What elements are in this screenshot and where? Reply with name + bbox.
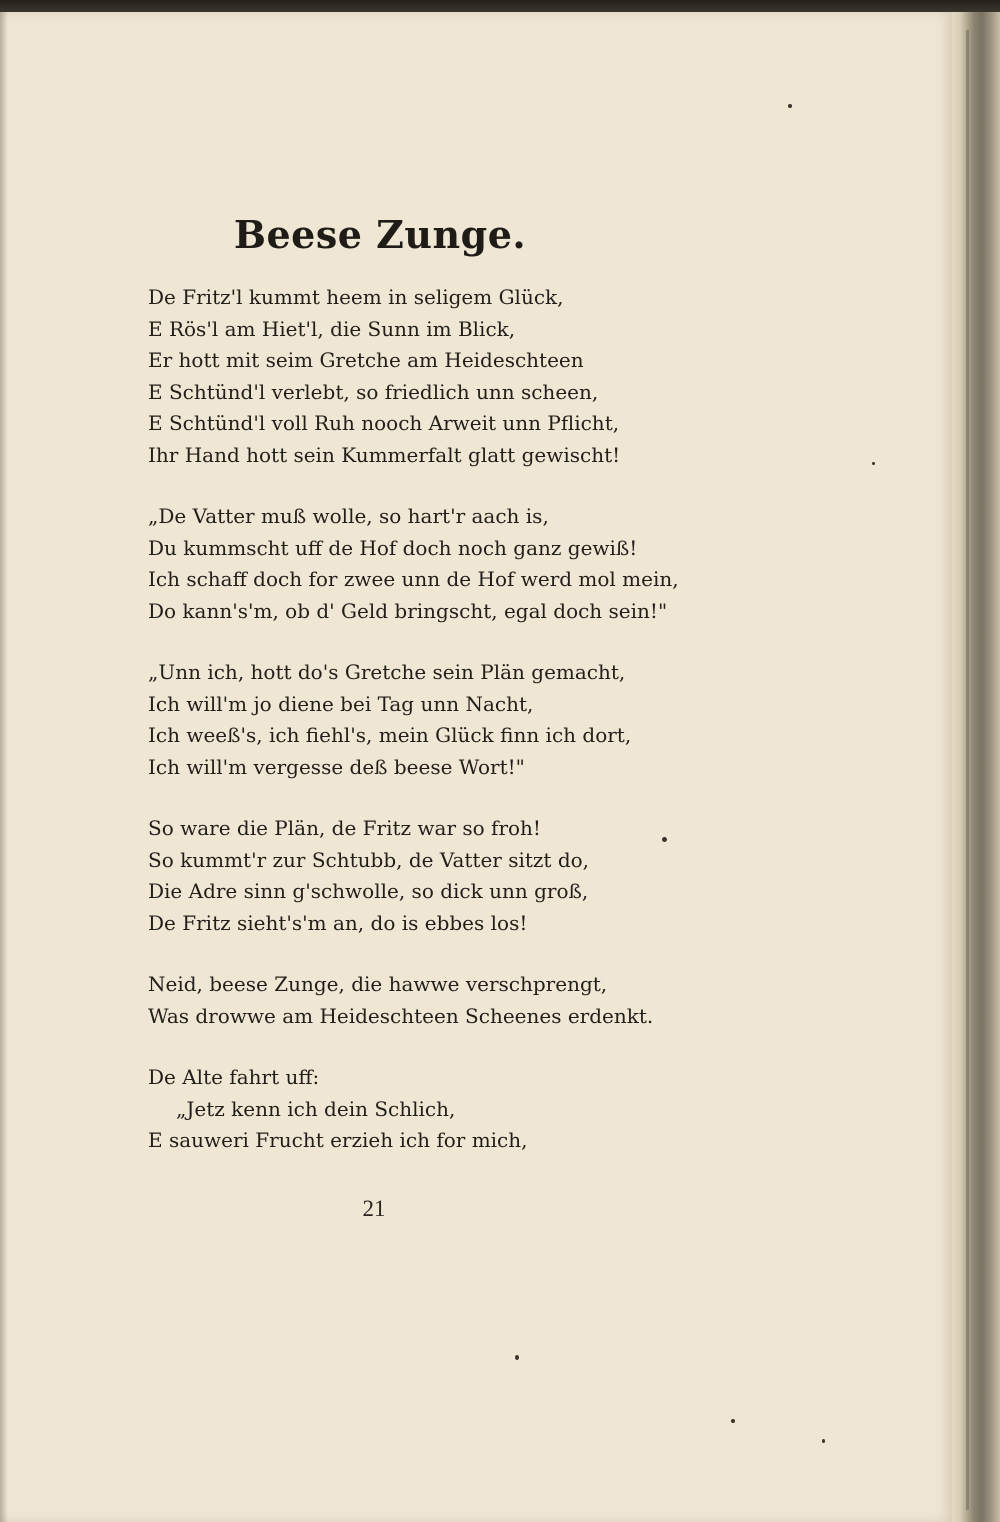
- poem-line: E Schtünd'l verlebt, so friedlich unn scheen,: [148, 379, 599, 404]
- stanza: [148, 282, 748, 471]
- poem-line: Ich will'm jo diene bei Tag unn Nacht,: [148, 691, 534, 716]
- poem-line: De Fritz'l kummt heem in seligem Glück,: [148, 285, 564, 309]
- paper-speck: [822, 1439, 825, 1443]
- poem-line: „Unn ich, hott do's Gretche sein Plän gemacht,: [148, 660, 626, 684]
- poem-title: Beese Zunge.: [233, 212, 527, 257]
- stanza: [148, 1062, 748, 1157]
- poem-line: So kummt'r zur Schtubb, de Vatter sitzt do,: [148, 847, 590, 872]
- poem-line: Ich schaff doch for zwee unn de Hof werd mol mein,: [148, 567, 679, 591]
- poem-line: Neid, beese Zunge, die hawwe verschprengt,: [148, 972, 608, 996]
- paper-speck: [788, 104, 792, 108]
- poem-line: Do kann's'm, ob d' Geld bringscht, egal doch sein!": [148, 598, 668, 623]
- poem-line: Ich weeß's, ich fiehl's, mein Glück finn ich dort,: [148, 723, 632, 747]
- poem-line: Ihr Hand hott sein Kummerfalt glatt gewischt!: [148, 442, 621, 467]
- poem-line: De Alte fahrt uff:: [148, 1065, 320, 1089]
- poem-line: „Jetz kenn ich dein Schlich,: [176, 1096, 456, 1121]
- page-number: 21: [362, 1196, 386, 1221]
- poem-line: E Schtünd'l voll Ruh nooch Arweit unn Pflicht,: [148, 411, 620, 435]
- poem-line: De Fritz sieht's'm an, do is ebbes los!: [148, 910, 528, 935]
- poem-line: Was drowwe am Heideschteen Scheenes erdenkt.: [148, 1003, 654, 1028]
- paper-speck: [515, 1355, 519, 1360]
- poem-line: So ware die Plän, de Fritz war so froh!: [148, 816, 541, 840]
- poem-line: Er hott mit seim Gretche am Heideschteen: [148, 348, 584, 372]
- stanza: [148, 813, 748, 939]
- stanza-gap: [148, 471, 748, 501]
- poem-line: E Rös'l am Hiet'l, die Sunn im Blick,: [148, 316, 516, 341]
- gutter-line: [966, 30, 969, 1510]
- poem-body: [148, 282, 748, 1157]
- poem-line: „De Vatter muß wolle, so hart'r aach is,: [148, 504, 549, 528]
- paper-speck: [731, 1419, 735, 1423]
- poem-line: Du kummscht uff de Hof doch noch ganz gewiß!: [148, 535, 638, 560]
- poem-line: Die Adre sinn g'schwolle, so dick unn groß,: [148, 879, 589, 903]
- stanza-gap: [148, 783, 748, 813]
- top-edge: [0, 0, 1000, 12]
- stanza: [148, 501, 748, 627]
- poem-line: Ich will'm vergesse deß beese Wort!": [148, 754, 525, 779]
- book-gutter: [952, 12, 1000, 1522]
- paper-speck: [662, 837, 667, 842]
- stanza-gap: [148, 1032, 748, 1062]
- stanza-gap: [148, 627, 748, 657]
- stanza-gap: [148, 939, 748, 969]
- stanza: [148, 969, 748, 1032]
- poem-line: E sauweri Frucht erzieh ich for mich,: [148, 1128, 528, 1152]
- stanza: [148, 657, 748, 783]
- paper-speck: [872, 462, 875, 465]
